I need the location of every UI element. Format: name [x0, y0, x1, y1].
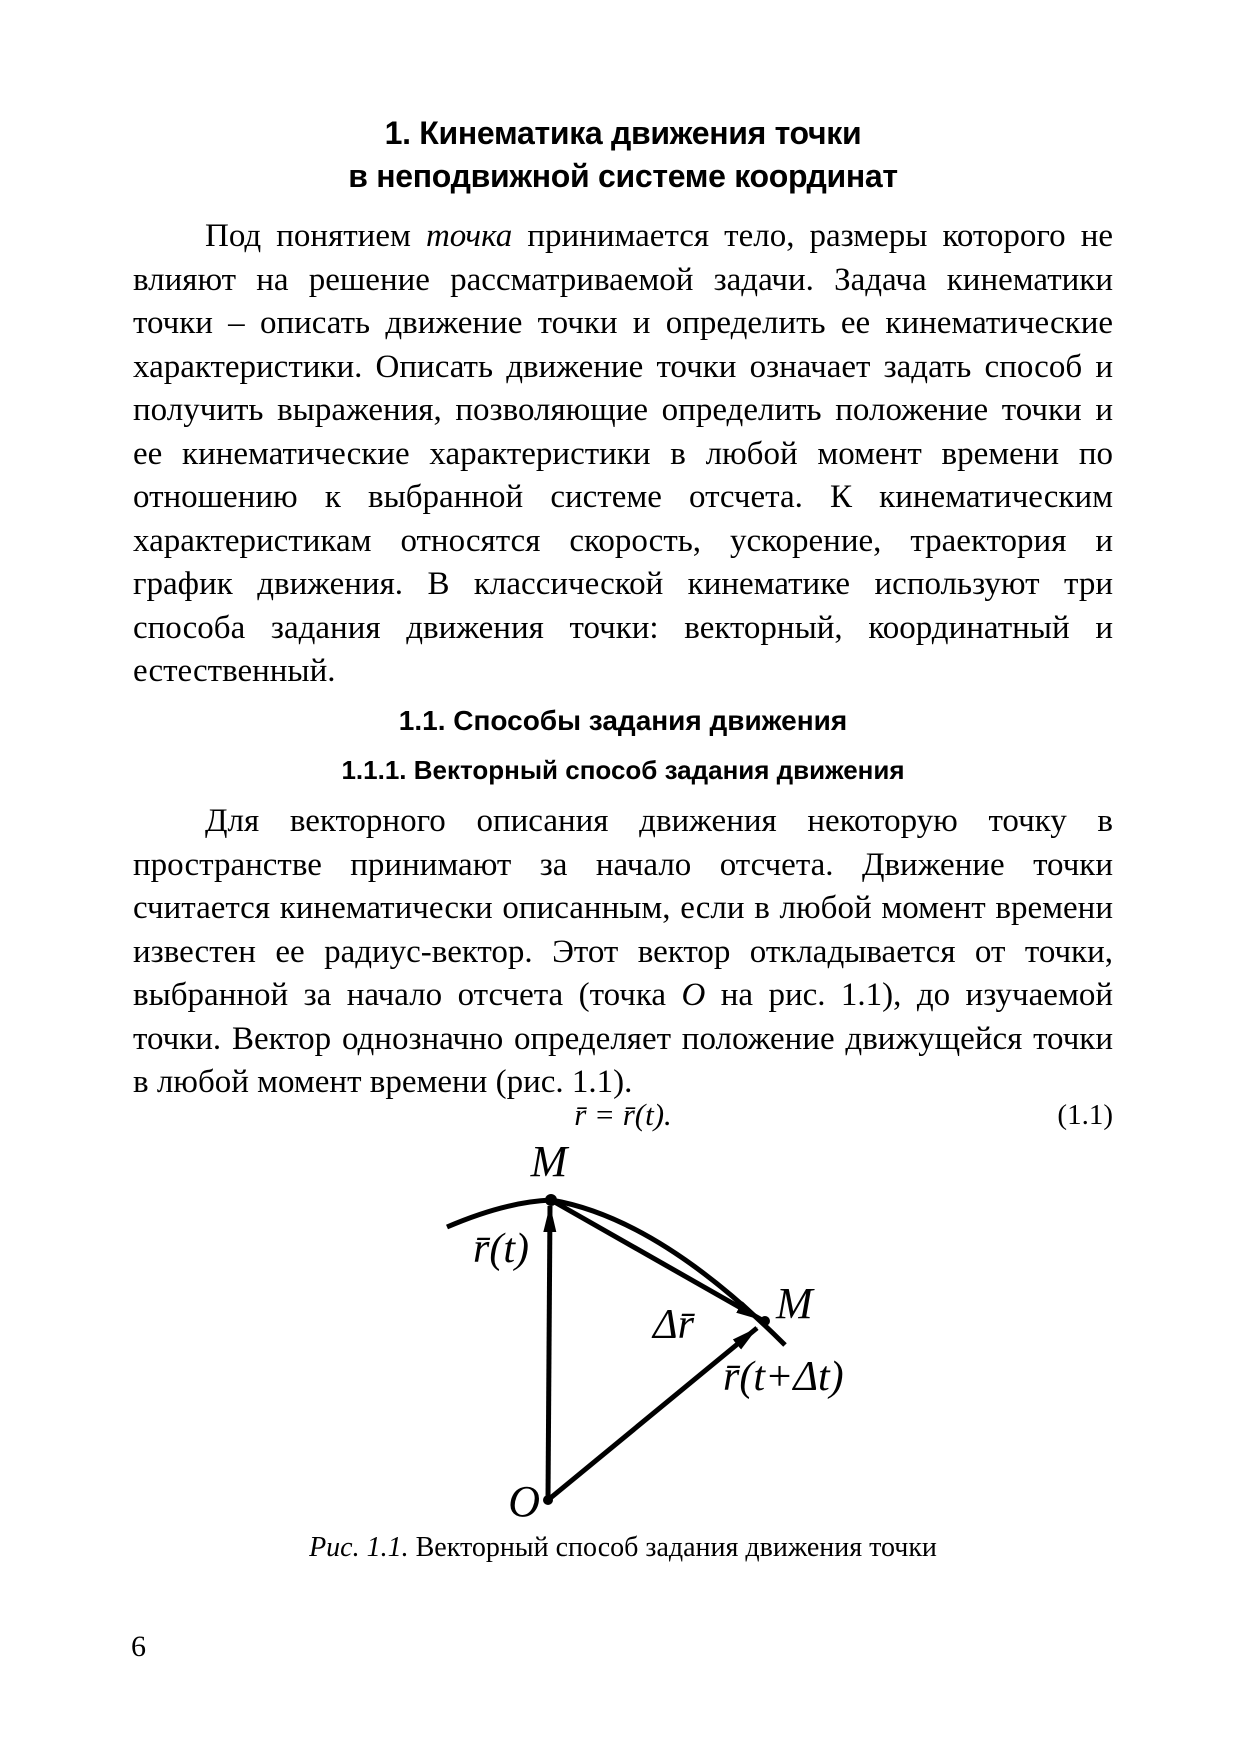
paragraph-vector-method — [133, 800, 1113, 1105]
point-m1-dot — [545, 1194, 557, 1206]
chapter-heading — [133, 112, 1113, 198]
paragraph-intro-text-after: принимается тело, размеры которого не влияют на решение рассматриваемой задачи. Задача кинематики точки – описать движение точки и определить ее кинематические характеристики. Описать движение точки означает задать способ и получить выражения, позволяющие определить положение точки и ее кинематические характеристики в любой момент времени по отношению к выбранной системе отсчета. К кинематическим характеристикам относятся скорость, ускорение, траектория и график движения. В классической кинематике используют три способа задания движения точки: векторный, координатный и естественный. — [133, 218, 1114, 689]
chapter-heading-line2: в неподвижной системе координат — [348, 158, 898, 194]
label-point-m-right: M — [776, 1279, 813, 1328]
figure-vector-diagram — [380, 1130, 900, 1530]
chapter-heading-line1: 1. Кинематика движения точки — [384, 115, 862, 151]
paragraph-vector-emphasis: O — [681, 977, 706, 1013]
paragraph-vector-text-before: Для векторного описания движения некоторую точку в пространстве принимают за начало отсчета. Движение точки считается кинематически описанным, если в любой момент времени известен ее радиус-вектор. Этот вектор откладывается от точки, выбранной за начало отсчета (точка — [133, 803, 1113, 1013]
trajectory-curve — [447, 1200, 785, 1345]
paragraph-intro-text-before: Под понятием — [205, 218, 426, 254]
figure-caption-text: Векторный способ задания движения точки — [408, 1532, 937, 1563]
point-m2-dot — [760, 1316, 770, 1326]
equation-number: (1.1) — [1057, 1099, 1113, 1131]
subsection-heading: 1.1.1. Векторный способ задания движения — [341, 755, 905, 785]
label-point-m-top: M — [530, 1137, 568, 1186]
section-heading: 1.1. Способы задания движения — [398, 705, 848, 736]
equation-expression: r̄ = r̄(t). — [574, 1097, 672, 1132]
label-delta-r: Δr̄ — [653, 1302, 694, 1348]
vector-r-t-arrow — [548, 1206, 550, 1500]
paragraph-intro — [133, 215, 1113, 694]
paragraph-vector-text-after: на рис. 1.1), до изучаемой точки. Вектор однозначно определяет положение движущейся точки в любой момент времени (рис. 1.1). — [133, 977, 1113, 1100]
figure-caption — [133, 1530, 1113, 1566]
page-number: 6 — [131, 1630, 146, 1663]
figure-caption-label: Рис. 1.1. — [309, 1532, 409, 1563]
label-vector-r-t: r̄(t) — [473, 1226, 529, 1272]
origin-dot — [543, 1495, 553, 1505]
label-origin: O — [508, 1477, 540, 1526]
label-vector-r-t-dt: r̄(t+Δt) — [723, 1354, 844, 1400]
paragraph-intro-emphasis: точка — [425, 218, 513, 254]
